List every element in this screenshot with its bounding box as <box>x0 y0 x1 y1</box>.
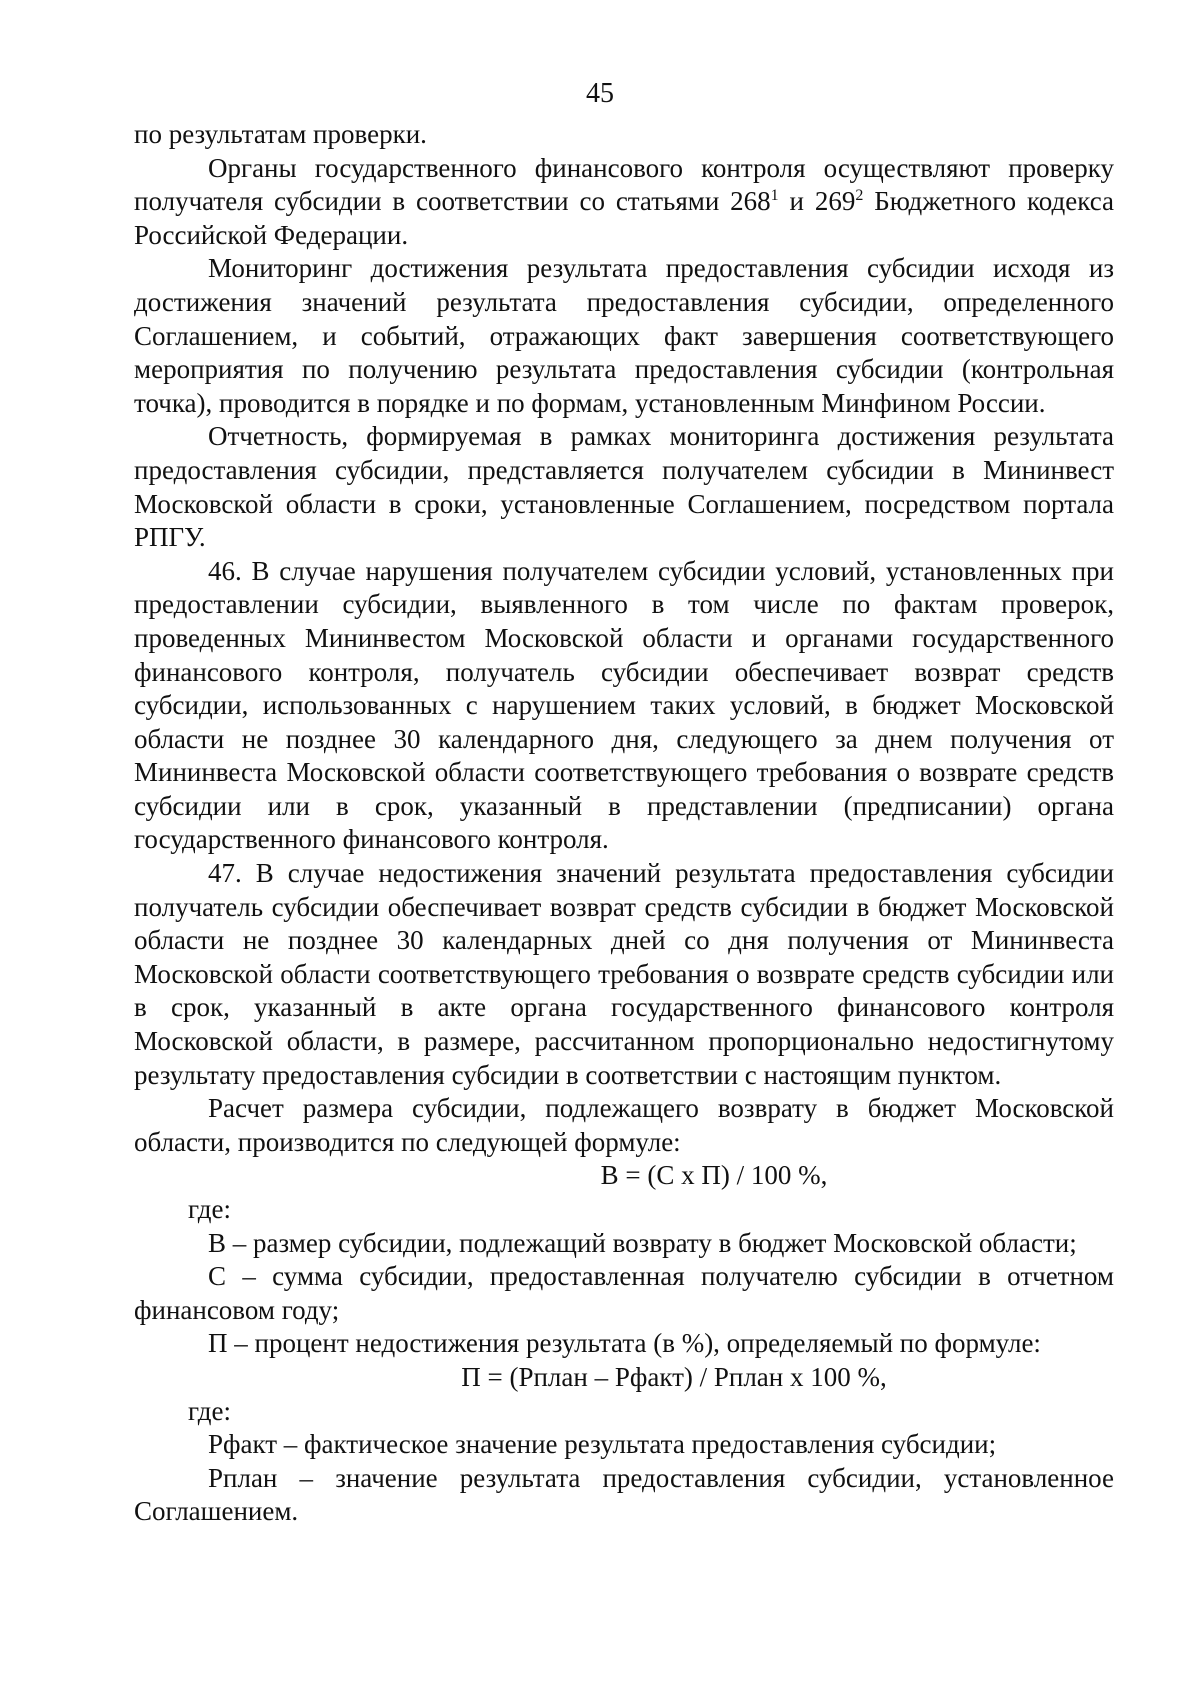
paragraph-audit-bodies <box>134 152 1114 253</box>
document-body <box>134 118 1114 1529</box>
paragraph-reporting: Отчетность, формируемая в рамках мониторинга достижения результата предоставления субсидии, представляется получателем субсидии в Мининвест Московской области в сроки, установленные Соглашением, посредством портала РПГУ. <box>134 421 1114 553</box>
definition-b: В – размер субсидии, подлежащий возврату в бюджет Московской области; <box>208 1227 1077 1258</box>
paragraph-calculation: Расчет размера субсидии, подлежащего возврату в бюджет Московской области, производится по следующей формуле: <box>134 1093 1114 1157</box>
paragraph-audit-text-1: Органы государственного финансового контроля осуществляют проверку получателя субсидии в соответствии со статьями 268 <box>134 152 1114 217</box>
paragraph-47: 47. В случае недостижения значений результата предоставления субсидии получатель субсидии обеспечивает возврат средств субсидии в бюджет Московской области не позднее 30 календарных дней со дня получения от Мининвеста Московской области соответствующего требования о возврате средств субсидии или в срок, указанный в акте органа государственного финансового контроля Московской области, в размере, рассчитанном пропорционально недостигнутому результату предоставления субсидии в соответствии с настоящим пунктом. <box>134 858 1114 1090</box>
paragraph-monitoring: Мониторинг достижения результата предоставления субсидии исходя из достижения значений результата предоставления субсидии, определенного Соглашением, и событий, отражающих факт завершения соответствующего мероприятия по получению результата предоставления субсидии (контрольная точка), проводится в порядке и по формам, установленным Минфином России. <box>134 253 1114 418</box>
definition-p: П – процент недостижения результата (в %), определяемый по формуле: <box>208 1328 1041 1359</box>
paragraph-audit-text-2: и 269 <box>778 186 856 217</box>
superscript-1: 1 <box>770 187 779 205</box>
page-number: 45 <box>586 78 614 109</box>
definition-c: С – сумма субсидии, предоставленная получателю субсидии в отчетном финансовом году; <box>134 1261 1114 1325</box>
formula-refund: В = (С х П) / 100 %, <box>600 1160 828 1191</box>
formula-percent: П = (Рплан – Рфакт) / Рплан х 100 %, <box>461 1361 887 1392</box>
superscript-2: 2 <box>855 187 864 205</box>
definition-rfakt: Рфакт – фактическое значение результата предоставления субсидии; <box>208 1429 997 1460</box>
where-label-2: где: <box>188 1395 231 1426</box>
definition-rplan: Рплан – значение результата предоставления субсидии, установленное Соглашением. <box>134 1462 1114 1527</box>
paragraph-audit-text-3: Бюджетного кодекса Российской Федерации. <box>134 186 1114 250</box>
paragraph-46: 46. В случае нарушения получателем субсидии условий, установленных при предоставлении субсидии, выявленного в том числе по фактам проверок, проведенных Мининвестом Московской области и органами государственного финансового контроля, получатель субсидии обеспечивает возврат средств субсидии, использованных с нарушением таких условий, в бюджет Московской области не позднее 30 календарного дня, следующего за днем получения от Мининвеста Московской области соответствующего требования о возврате средств субсидии или в срок, указанный в представлении (предписании) органа государственного финансового контроля. <box>134 555 1114 855</box>
paragraph-continuation: по результатам проверки. <box>134 119 427 149</box>
where-label-1: где: <box>188 1194 231 1224</box>
